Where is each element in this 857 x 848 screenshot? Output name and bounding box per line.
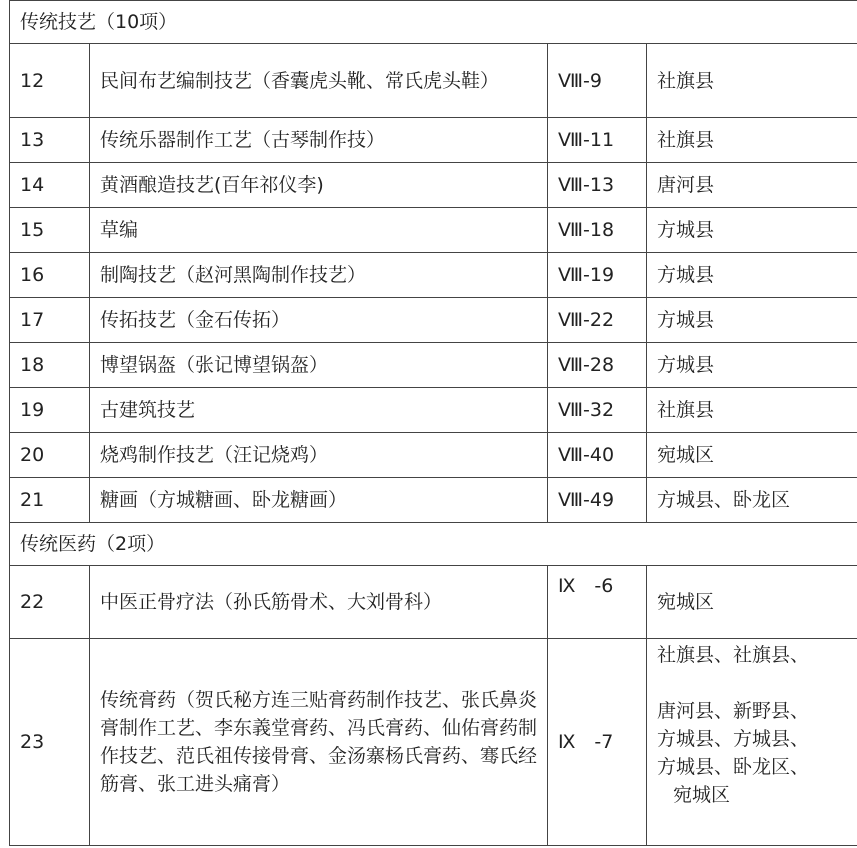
- item-code: Ⅷ-9: [548, 44, 647, 118]
- item-number: 15: [10, 208, 90, 253]
- item-name: 传统乐器制作工艺（古琴制作技）: [90, 118, 548, 163]
- item-area: 唐河县: [647, 163, 857, 208]
- item-area: 方城县: [647, 298, 857, 343]
- table-row: [10, 478, 857, 523]
- table-row: [10, 298, 857, 343]
- item-name: 中医正骨疗法（孙氏筋骨术、大刘骨科）: [90, 566, 548, 639]
- item-area: 方城县: [647, 253, 857, 298]
- area-line: 方城县、卧龙区、: [657, 756, 810, 778]
- heritage-table: [9, 0, 857, 846]
- item-code: Ⅷ-22: [548, 298, 647, 343]
- item-name: 草编: [90, 208, 548, 253]
- item-name: 黄酒酿造技艺(百年祁仪李): [90, 163, 548, 208]
- item-code: Ⅷ-13: [548, 163, 647, 208]
- item-number: 13: [10, 118, 90, 163]
- item-number: 22: [10, 566, 90, 639]
- area-line: 社旗县、社旗县、: [657, 644, 810, 666]
- table-row: [10, 566, 857, 639]
- table-row: [10, 208, 857, 253]
- item-code: Ⅸ -6: [548, 566, 647, 639]
- item-code: Ⅷ-19: [548, 253, 647, 298]
- item-name: 博望锅盔（张记博望锅盔）: [90, 343, 548, 388]
- item-code: Ⅷ-11: [548, 118, 647, 163]
- item-area: 社旗县: [647, 388, 857, 433]
- item-number: 16: [10, 253, 90, 298]
- table-row: [10, 433, 857, 478]
- item-number: 12: [10, 44, 90, 118]
- table-row: [10, 118, 857, 163]
- table-row: [10, 163, 857, 208]
- item-code: Ⅷ-49: [548, 478, 647, 523]
- area-line: 唐河县、新野县、: [657, 700, 810, 722]
- section-title: 传统医药（2项）: [10, 523, 857, 566]
- item-number: 23: [10, 639, 90, 846]
- section-header-row: [10, 1, 857, 44]
- item-number: 21: [10, 478, 90, 523]
- section-title: 传统技艺（10项）: [10, 1, 857, 44]
- table-row: [10, 253, 857, 298]
- item-code: Ⅷ-32: [548, 388, 647, 433]
- item-area: 社旗县: [647, 118, 857, 163]
- item-name: 糖画（方城糖画、卧龙糖画）: [90, 478, 548, 523]
- item-code: Ⅷ-28: [548, 343, 647, 388]
- item-name: 烧鸡制作技艺（汪记烧鸡）: [90, 433, 548, 478]
- item-number: 14: [10, 163, 90, 208]
- item-name: 古建筑技艺: [90, 388, 548, 433]
- item-area: 方城县: [647, 343, 857, 388]
- area-line: 方城县、方城县、: [657, 728, 810, 750]
- item-number: 19: [10, 388, 90, 433]
- item-area: 方城县、卧龙区: [647, 478, 857, 523]
- item-area: [647, 639, 857, 846]
- table-row: [10, 639, 857, 846]
- item-name: 传统膏药（贺氏秘方连三贴膏药制作技艺、张氏鼻炎膏制作工艺、李东義堂膏药、冯氏膏药、仙佑膏药制作技艺、范氏祖传接骨膏、金汤寨杨氏膏药、骞氏经筋膏、张工进头痛膏）: [90, 639, 548, 846]
- item-code: Ⅷ-40: [548, 433, 647, 478]
- item-name: 制陶技艺（赵河黑陶制作技艺）: [90, 253, 548, 298]
- item-number: 17: [10, 298, 90, 343]
- item-area: 宛城区: [647, 433, 857, 478]
- item-area: 宛城区: [647, 566, 857, 639]
- section-header-row: [10, 523, 857, 566]
- item-code: Ⅷ-18: [548, 208, 647, 253]
- item-name: 传拓技艺（金石传拓）: [90, 298, 548, 343]
- item-area: 方城县: [647, 208, 857, 253]
- table-row: [10, 343, 857, 388]
- item-name: 民间布艺编制技艺（香囊虎头靴、常氏虎头鞋）: [90, 44, 548, 118]
- area-line: 宛城区: [673, 784, 731, 806]
- item-code: Ⅸ -7: [548, 639, 647, 846]
- item-area: 社旗县: [647, 44, 857, 118]
- table-row: [10, 44, 857, 118]
- item-number: 18: [10, 343, 90, 388]
- item-number: 20: [10, 433, 90, 478]
- table-row: [10, 388, 857, 433]
